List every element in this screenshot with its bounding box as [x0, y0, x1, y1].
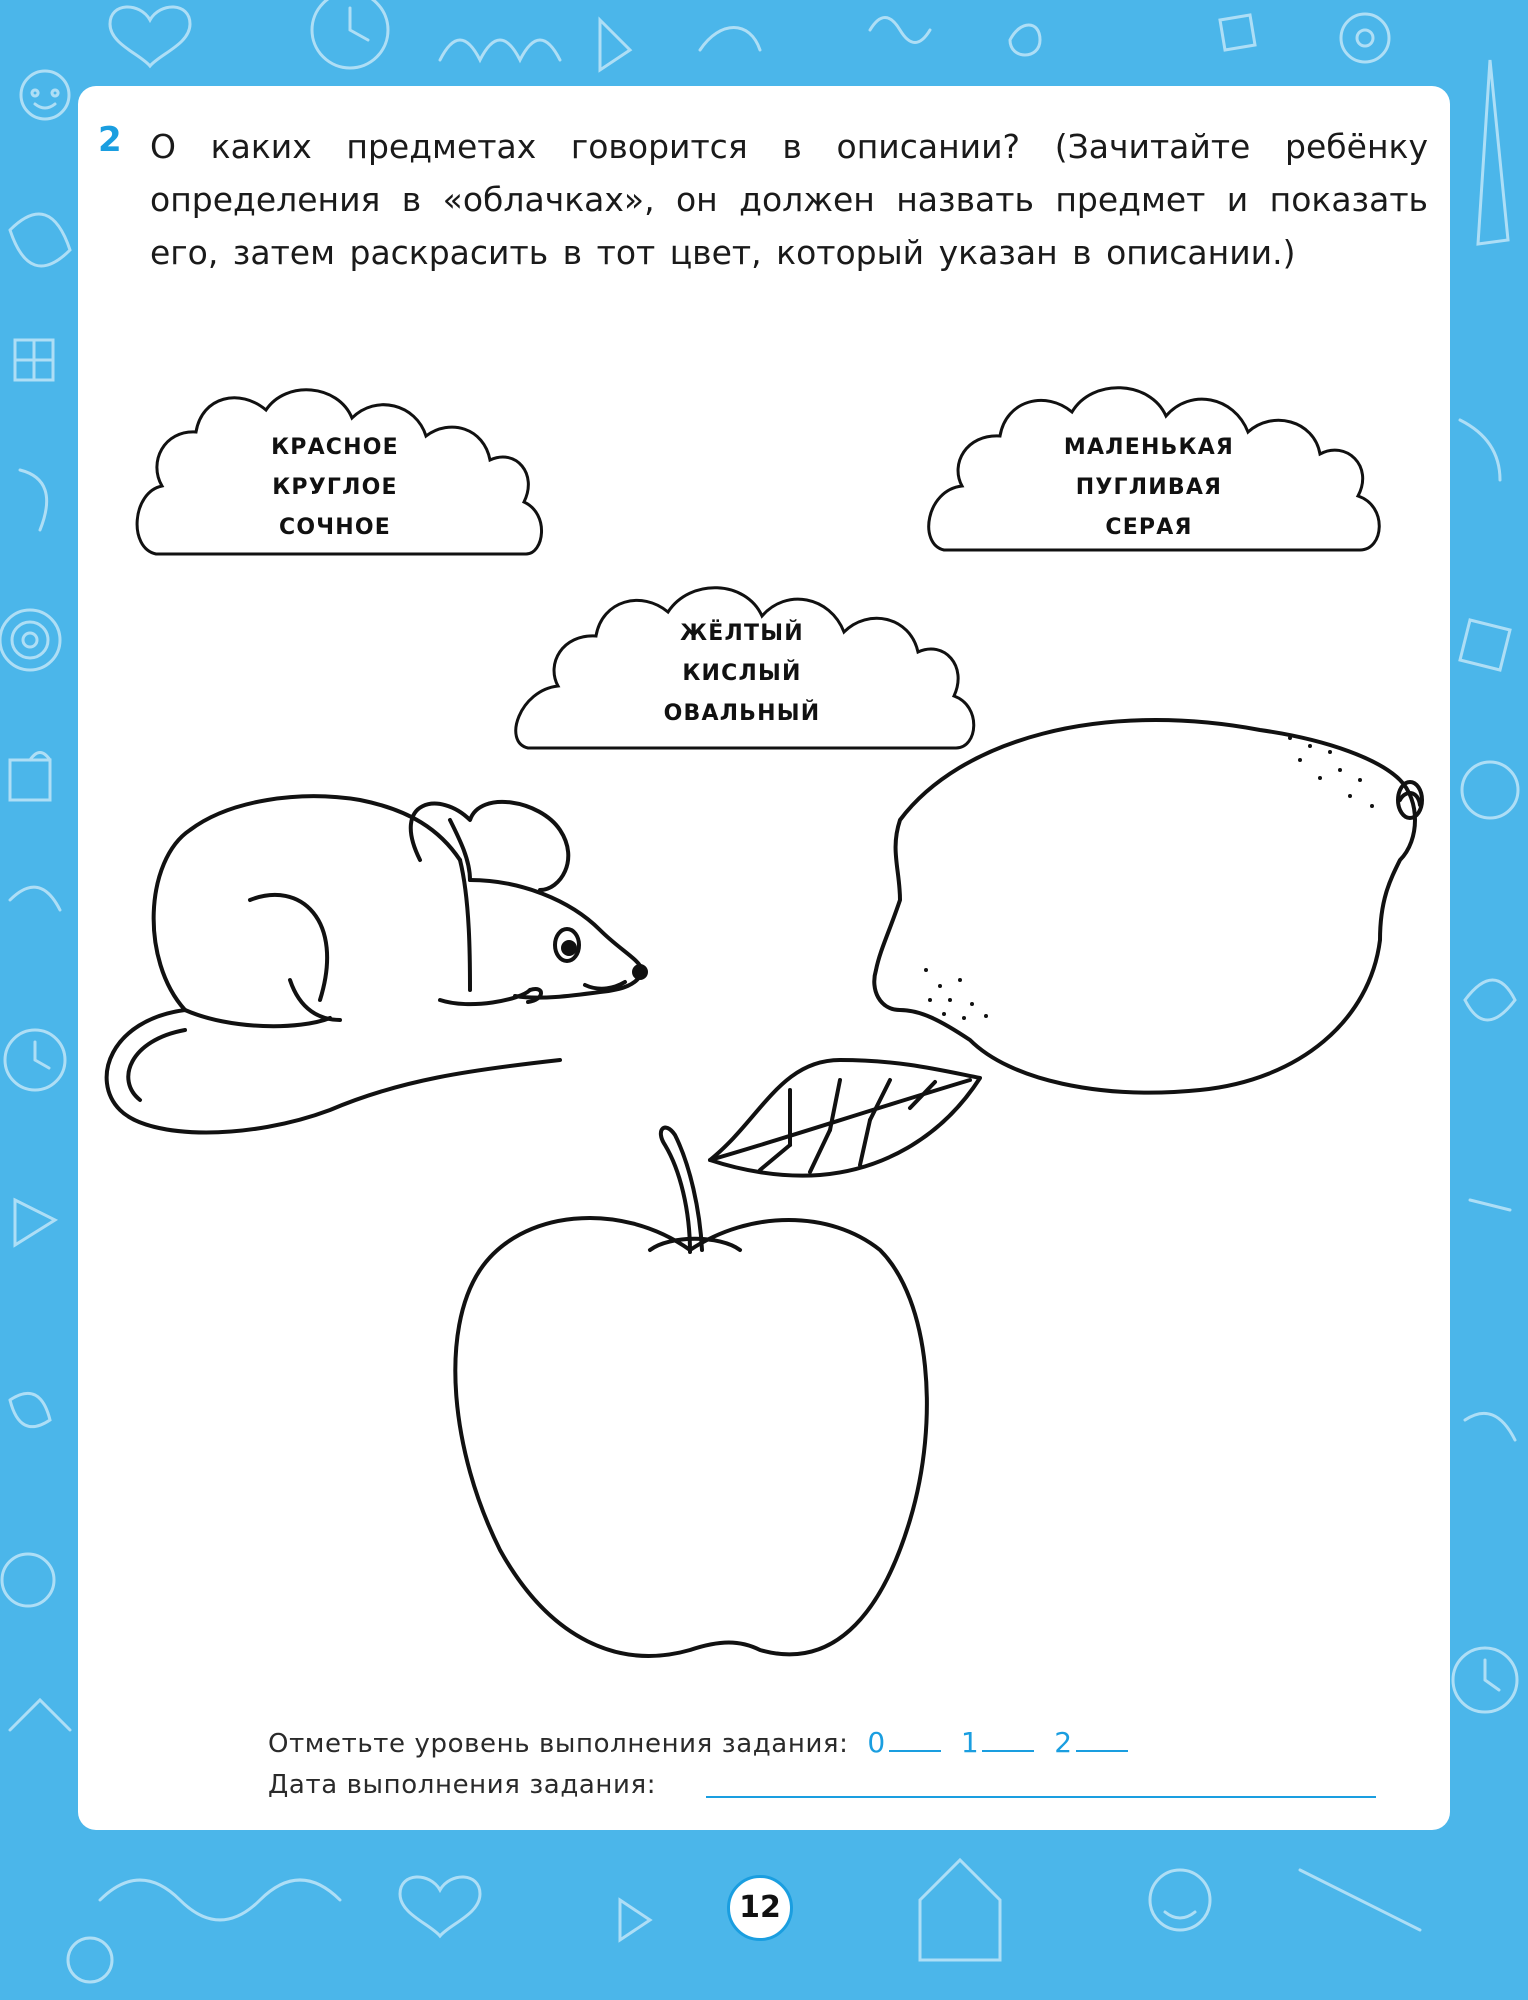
date-field[interactable]: [706, 1796, 1376, 1798]
worksheet-panel: [78, 86, 1450, 1830]
cloud-word: ОВАЛЬНЫЙ: [663, 701, 821, 726]
spiral-doodle-icon: [0, 610, 60, 670]
clock3-doodle-icon: [1453, 1648, 1517, 1712]
flower-doodle-icon: [1341, 14, 1389, 62]
cloud-lemon-description: [506, 570, 978, 754]
cloud-word: МАЛЕНЬКАЯ: [1063, 435, 1235, 460]
pencil-doodle-icon: [1478, 60, 1508, 244]
cloud-apple-description: [126, 374, 544, 560]
clock-doodle-icon: [312, 0, 388, 68]
level-row: [268, 1726, 1138, 1759]
level-option-0[interactable]: 0: [867, 1726, 950, 1759]
cloud-word: КРАСНОЕ: [271, 435, 399, 460]
level-option-1[interactable]: 1: [961, 1726, 1044, 1759]
cloud-word: КИСЛЫЙ: [682, 661, 802, 686]
level-label: Отметьте уровень выполнения задания:: [268, 1729, 849, 1759]
clock2-doodle-icon: [5, 1030, 65, 1090]
squiggle-doodle: [100, 1880, 340, 1920]
task-instructions: О каких предметах говорится в описании? (Зачитайте ребёнку определения в «облачках», он должен назвать предмет и показать его, затем раскрасить в тот цвет, который указан в описании.): [150, 127, 1428, 272]
smile-doodle-icon: [1150, 1870, 1210, 1930]
date-label: Дата выполнения задания:: [268, 1770, 657, 1800]
flower2-doodle-icon: [1462, 762, 1518, 818]
cloud-word: СЕРАЯ: [1105, 515, 1193, 540]
cloud-word: ЖЁЛТЫЙ: [680, 621, 804, 646]
cloud-word: КРУГЛОЕ: [272, 475, 398, 500]
date-row: [268, 1770, 656, 1800]
apple-doodle-icon: [110, 7, 190, 66]
cloud-word: СОЧНОЕ: [279, 515, 391, 540]
house2-doodle-icon: [920, 1860, 1000, 1960]
cloud-word: ПУГЛИВАЯ: [1075, 475, 1223, 500]
level-option-2[interactable]: 2: [1054, 1726, 1137, 1759]
page-number: 12: [727, 1875, 793, 1941]
cloud-mouse-description: [914, 372, 1384, 556]
sun-doodle-icon: [21, 71, 69, 119]
task-number: 2: [98, 120, 122, 160]
house-doodle-icon: [15, 340, 53, 380]
